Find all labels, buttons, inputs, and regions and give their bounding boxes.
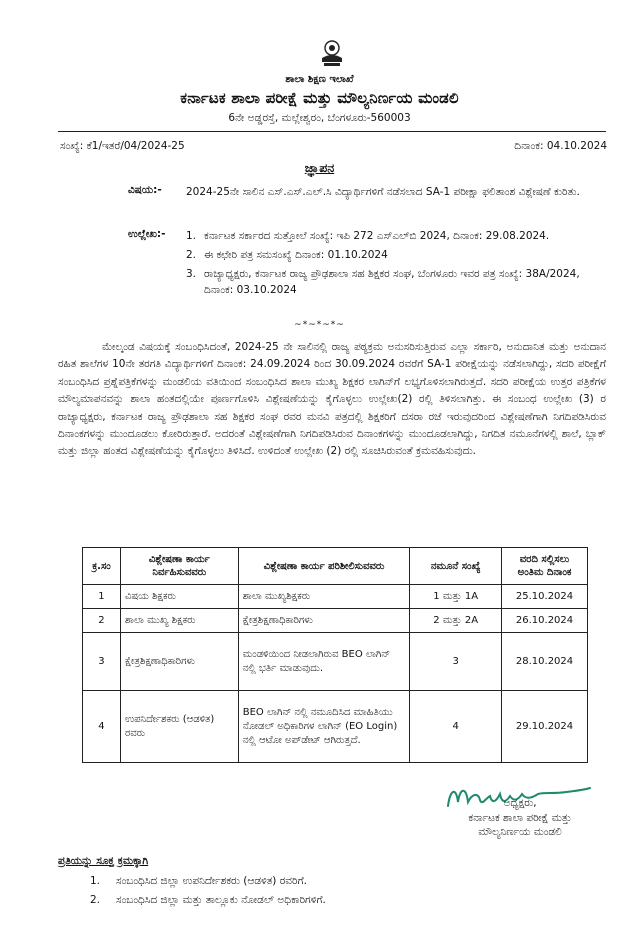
copy-to-list — [90, 873, 326, 911]
signatory-office-line2: ಮೌಲ್ಯನಿರ್ಣಯ ಮಂಡಲಿ — [478, 826, 562, 838]
board-address: 6ನೇ ಅಡ್ಡರಸ್ತೆ, ಮಲ್ಲೇಶ್ವರಂ, ಬೆಂಗಳೂರು-560003 — [228, 112, 411, 124]
section-separator: ~*~*~*~ — [294, 320, 345, 330]
subject-label: ವಿಷಯ:- — [128, 184, 162, 196]
reference-number: ಸಂಖ್ಯೆ: ಕೆ1/ಇತರೆ/04/2024-25 — [60, 140, 185, 152]
cell-deadline: 25.10.2024 — [502, 585, 588, 609]
cell-performer: ವಿಷಯ ಶಿಕ್ಷಕರು — [120, 585, 238, 609]
copy-number-1: 1. — [90, 875, 101, 887]
cell-serial: 1 — [83, 585, 121, 609]
reference-text-1: ಕರ್ನಾಟಕ ಸರ್ಕಾರದ ಸುತ್ತೋಲೆ ಸಂಖ್ಯೆ: ಇಪಿ 272 ಎಸ್‌ಎಲ್‌ಬಿ 2024, ದಿನಾಂಕ: 29.08.2024. — [204, 230, 550, 242]
cell-reviewer: ಕ್ಷೇತ್ರಶಿಕ್ಷಣಾಧಿಕಾರಿಗಳು — [238, 609, 410, 633]
reference-text-3: ರಾಜ್ಯಾಧ್ಯಕ್ಷರು, ಕರ್ನಾಟಕ ರಾಜ್ಯ ಪ್ರೌಢಶಾಲಾ ಸಹ ಶಿಕ್ಷಕರ ಸಂಘ, ಬೆಂಗಳೂರು ಇವರ ಪತ್ರ ಸಂಖ್ಯೆ: 38A/2024, ದಿನಾಂಕ: 03.10.2024 — [204, 268, 580, 296]
memo-date: ದಿನಾಂಕ: 04.10.2024 — [514, 140, 607, 152]
cell-deadline: 26.10.2024 — [502, 609, 588, 633]
cell-performer: ಶಾಲಾ ಮುಖ್ಯ ಶಿಕ್ಷಕರು — [120, 609, 238, 633]
cell-deadline: 28.10.2024 — [502, 633, 588, 691]
cell-reviewer: ಶಾಲಾ ಮುಖ್ಯಶಿಕ್ಷಕರು — [238, 585, 410, 609]
analysis-schedule-table — [82, 547, 588, 763]
table-header-row — [83, 548, 588, 585]
table-row — [83, 609, 588, 633]
col-header-deadline: ವರದಿ ಸಲ್ಲಿಸಲು ಅಂತಿಮ ದಿನಾಂಕ — [502, 548, 588, 585]
board-name: ಕರ್ನಾಟಕ ಶಾಲಾ ಪರೀಕ್ಷೆ ಮತ್ತು ಮೌಲ್ಯನಿರ್ಣಯ ಮಂಡಲಿ — [180, 89, 459, 107]
references-label: ಉಲ್ಲೇಖ:- — [128, 228, 166, 240]
reference-item — [186, 247, 606, 263]
state-emblem-icon — [318, 38, 346, 68]
header-divider — [58, 131, 606, 132]
cell-serial: 2 — [83, 609, 121, 633]
department-name: ಶಾಲಾ ಶಿಕ್ಷಣ ಇಲಾಖೆ — [285, 74, 354, 85]
references-list — [186, 228, 606, 301]
table-row — [83, 633, 588, 691]
signatory-office-line1: ಕರ್ನಾಟಕ ಶಾಲಾ ಪರೀಕ್ಷೆ ಮತ್ತು — [468, 811, 572, 824]
cell-reviewer: BEO ಲಾಗಿನ್ ನಲ್ಲಿ ನಮೂದಿಸಿದ ಮಾಹಿತಿಯು ನೋಡಲ್ ಅಧಿಕಾರಿಗಳ ಲಾಗಿನ್ (EO Login) ನಲ್ಲಿ ಆಟೋ ಅಪ್‌ಡೇಟ್ ಆಗಿರುತ್ತದೆ. — [238, 691, 410, 763]
subject-text: 2024-25ನೇ ಸಾಲಿನ ಎಸ್.ಎಸ್.ಎಲ್.ಸಿ ವಿದ್ಯಾರ್ಥಿಗಳಿಗೆ ನಡೆಸಲಾದ SA-1 ಪರೀಕ್ಷಾ ಫಲಿತಾಂಶ ವಿಶ್ಲೇಷಣೆ ಕುರಿತು. — [186, 186, 580, 198]
reference-number-1: 1. — [186, 230, 197, 242]
reference-number-3: 3. — [186, 268, 197, 280]
list-item — [90, 892, 326, 909]
reference-text-2: ಈ ಕಛೇರಿ ಪತ್ರ ಸಮಸಂಖ್ಯೆ ದಿನಾಂಕ: 01.10.2024 — [204, 249, 388, 261]
cell-performer: ಕ್ಷೇತ್ರಶಿಕ್ಷಣಾಧಿಕಾರಿಗಳು — [120, 633, 238, 691]
col-header-reviewer: ವಿಶ್ಲೇಷಣಾ ಕಾರ್ಯ ಪರಿಶೀಲಿಸುವವರು — [238, 548, 410, 585]
copy-text-2: ಸಂಬಂಧಿಸಿದ ಜಿಲ್ಲಾ ಮತ್ತು ತಾಲ್ಲೂಕು ನೋಡಲ್ ಅಧಿಕಾರಿಗಳಿಗೆ. — [116, 894, 326, 906]
cell-serial: 3 — [83, 633, 121, 691]
cell-form-no: 3 — [410, 633, 502, 691]
copy-number-2: 2. — [90, 894, 101, 906]
table-row — [83, 585, 588, 609]
list-item — [90, 873, 326, 890]
cell-performer: ಉಪನಿರ್ದೇಶಕರು (ಆಡಳಿತ) ರವರು — [120, 691, 238, 763]
memo-body-paragraph: ಮೇಲ್ಕಂಡ ವಿಷಯಕ್ಕೆ ಸಂಬಂಧಿಸಿದಂತೆ, 2024-25 ನೇ ಸಾಲಿನಲ್ಲಿ ರಾಜ್ಯ ಪಠ್ಯಕ್ರಮ ಅನುಸರಿಸುತ್ತಿರುವ ಎಲ್ಲಾ ಸರ್ಕಾರಿ, ಅನುದಾನಿತ ಮತ್ತು ಅನುದಾನ ರಹಿತ ಶಾಲೆಗಳ 10ನೇ ತರಗತಿ ವಿದ್ಯಾರ್ಥಿಗಳಿಗೆ ದಿನಾಂಕ: 24.09.2024 ರಿಂದ 30.09.2024 ರವರೆಗೆ SA-1 ಪರೀಕ್ಷೆಯನ್ನು ನಡೆಸಲಾಗಿದ್ದು, ಸದರಿ ಪರೀಕ್ಷೆಗೆ ಸಂಬಂಧಿಸಿದ ಪ್ರಶ್ನೆಪತ್ರಿಕೆಗಳನ್ನು ಮಂಡಲಿಯ ವತಿಯಿಂದ ಸಂಬಂಧಿಸಿದ ಶಾಲಾ ಮುಖ್ಯ ಶಿಕ್ಷಕರ ಲಾಗಿನ್‌ಗೆ ಲಭ್ಯಗೊಳಿಸಲಾಗಿರುತ್ತದೆ. ಸದರಿ ಪರೀಕ್ಷೆಯ ಉತ್ತರ ಪತ್ರಿಕೆಗಳ ಮೌಲ್ಯಮಾಪನವನ್ನು ಶಾಲಾ ಹಂತದಲ್ಲಿಯೇ ಪೂರ್ಣಗೊಳಿಸಿ ವಿಶ್ಲೇಷಣೆಯನ್ನು ಕೈಗೊಳ್ಳಲು ಉಲ್ಲೇಖ(2) ರಲ್ಲಿ ತಿಳಿಸಲಾಗಿತ್ತು. ಈ ಸಂಬಂಧ ಉಲ್ಲೇಖ (3) ರ ರಾಜ್ಯಾಧ್ಯಕ್ಷರು, ಕರ್ನಾಟಕ ರಾಜ್ಯ ಪ್ರೌಢಶಾಲಾ ಸಹ ಶಿಕ್ಷಕರ ಸಂಘ ರವರ ಮನವಿ ಪತ್ರದಲ್ಲಿ ಶಿಕ್ಷಕರಿಗೆ ದಸರಾ ರಜೆ ಇರುವುದರಿಂದ ವಿಶ್ಲೇಷಣೆಗಾಗಿ ನಿಗದಿಪಡಿಸಿರುವ ದಿನಾಂಕಗಳನ್ನು ಮುಂದೂಡಲು ಕೋರಿರುತ್ತಾರೆ. ಅದರಂತೆ ವಿಶ್ಲೇಷಣೆಗಾಗಿ ನಿಗದಿಪಡಿಸಿರುವ ದಿನಾಂಕಗಳನ್ನು ಮುಂದೂಡಲಾಗಿದ್ದು, ನಿಗದಿತ ನಮೂನೆಗಳಲ್ಲಿ ಶಾಲೆ, ಬ್ಲಾಕ್ ಮತ್ತು ಜಿಲ್ಲಾ ಹಂತದ ವಿಶ್ಲೇಷಣೆಯನ್ನು ಕೈಗೊಳ್ಳಲು ತಿಳಿಸಿದೆ. ಉಳಿದಂತೆ ಉಲ್ಲೇಖ (2) ರಲ್ಲಿ ಸೂಚಿಸಿರುವಂತೆ ಕ್ರಮವಹಿಸುವುದು. — [58, 341, 606, 458]
reference-item — [186, 228, 606, 244]
cell-form-no: 2 ಮತ್ತು 2A — [410, 609, 502, 633]
col-header-performer: ವಿಶ್ಲೇಷಣಾ ಕಾರ್ಯ ನಿರ್ವಹಿಸುವವರು — [120, 548, 238, 585]
copy-text-1: ಸಂಬಂಧಿಸಿದ ಜಿಲ್ಲಾ ಉಪನಿರ್ದೇಶಕರು (ಆಡಳಿತ) ರವರಿಗೆ. — [116, 875, 308, 887]
cell-reviewer: ಮಂಡಳಿಯಿಂದ ನೀಡಲಾಗಿರುವ BEO ಲಾಗಿನ್ ನಲ್ಲಿ ಭರ್ತಿ ಮಾಡುವುದು. — [238, 633, 410, 691]
signatory-designation: ಅಧ್ಯಕ್ಷರು, — [503, 797, 537, 809]
col-header-form-no: ನಮೂನೆ ಸಂಖ್ಯೆ — [410, 548, 502, 585]
col-header-serial: ಕ್ರ.ಸಂ — [83, 548, 121, 585]
memo-title: ಜ್ಞಾಪನ — [304, 160, 335, 175]
cell-form-no: 4 — [410, 691, 502, 763]
reference-item — [186, 266, 606, 298]
copy-to-heading: ಪ್ರತಿಯನ್ನು ಸೂಕ್ತ ಕ್ರಮಕ್ಕಾಗಿ — [58, 855, 149, 867]
cell-serial: 4 — [83, 691, 121, 763]
cell-deadline: 29.10.2024 — [502, 691, 588, 763]
table-row — [83, 691, 588, 763]
signatory-block — [430, 796, 610, 840]
reference-number-2: 2. — [186, 249, 197, 261]
cell-form-no: 1 ಮತ್ತು 1A — [410, 585, 502, 609]
